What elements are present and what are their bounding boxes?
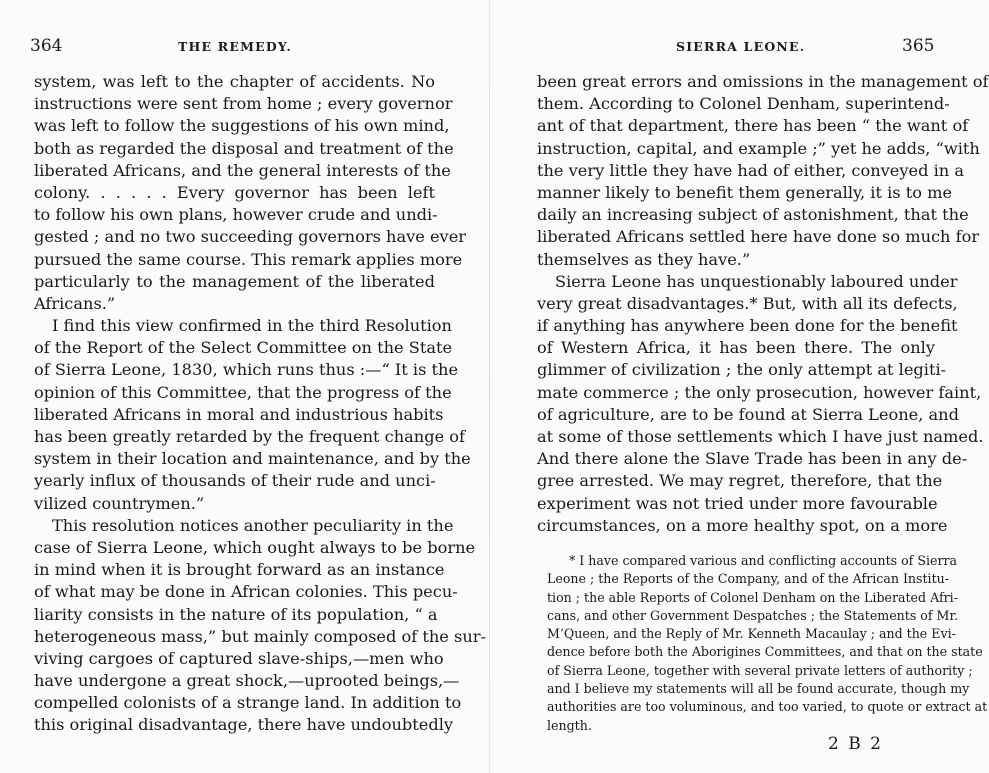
left-page-header — [0, 36, 490, 60]
footnote-line: cans, and other Government Despatches ; the Statements of Mr. — [547, 607, 959, 623]
right-running-head: SIERRA LEONE. — [676, 39, 806, 54]
text-line: daily an increasing subject of astonishment, that the — [537, 205, 969, 225]
text-line: of what may be done in African colonies. This pecu- — [34, 582, 458, 602]
text-line: of Western Africa, it has been there. The only — [537, 338, 935, 358]
text-line: themselves as they have.” — [537, 249, 751, 269]
footnote-line: M‘Queen, and the Reply of Mr. Kenneth Macaulay ; and the Evi- — [547, 626, 956, 642]
text-line: has been greatly retarded by the frequent change of — [34, 427, 466, 446]
text-line: glimmer of civilization ; the only attempt at legiti- — [537, 360, 947, 380]
left-page-body — [34, 71, 486, 737]
text-line: vilized countrymen.” — [34, 493, 205, 513]
right-page — [490, 0, 989, 773]
text-line: this original disadvantage, there have undoubtedly — [34, 715, 454, 735]
text-line: to follow his own plans, however crude and undi- — [34, 205, 438, 225]
text-line: of the Report of the Select Committee on the State — [34, 338, 453, 358]
text-line: mate commerce ; the only prosecution, however faint, — [537, 382, 982, 402]
left-running-head: THE REMEDY. — [178, 39, 292, 54]
text-line: at some of those settlements which I have just named. — [537, 427, 984, 446]
text-line: gested ; and no two succeeding governors have ever — [34, 227, 467, 247]
footnote-line: of Sierra Leone, together with several private letters of authority ; — [547, 662, 973, 678]
footnote-line: * I have compared various and conflicting accounts of Sierra — [569, 553, 958, 568]
text-line: been great errors and omissions in the management of — [537, 72, 989, 91]
text-line: very great disadvantages.* But, with all its defects, — [537, 293, 958, 313]
text-line: instruction, capital, and example ;” yet he adds, “with — [537, 138, 980, 158]
text-line: Africans.” — [34, 293, 116, 313]
text-line: if anything has anywhere been done for the benefit — [537, 316, 958, 336]
text-line: liberated Africans, and the general interests of the — [34, 160, 451, 180]
text-line: liberated Africans settled here have done so much for — [537, 227, 980, 247]
text-line: manner likely to benefit them generally, it is to me — [537, 182, 953, 202]
text-line: colony. . . . . . Every governor has been left — [34, 182, 435, 202]
text-line: was left to follow the suggestions of his own mind, — [34, 116, 450, 136]
text-line: in mind when it is brought forward as an instance — [34, 560, 445, 580]
text-line: particularly to the management of the liberated — [34, 271, 435, 291]
text-line: system in their location and maintenance, and by the — [34, 449, 471, 469]
signature-mark: 2 B 2 — [828, 734, 883, 754]
text-line: I find this view confirmed in the third Resolution — [52, 316, 452, 336]
text-line: instructions were sent from home ; every governor — [34, 94, 453, 114]
left-page — [0, 0, 490, 773]
text-line: system, was left to the chapter of accidents. No — [34, 72, 435, 91]
text-line: opinion of this Committee, that the progress of the — [34, 382, 452, 402]
text-line: compelled colonists of a strange land. In addition to — [34, 693, 462, 713]
text-line: Sierra Leone has unquestionably laboured under — [555, 271, 958, 291]
text-line: heterogeneous mass,” but mainly composed of the sur- — [34, 626, 486, 646]
right-page-header — [490, 36, 980, 60]
text-line: viving cargoes of captured slave-ships,—men who — [34, 648, 444, 668]
text-line: This resolution notices another peculiarity in the — [52, 515, 454, 535]
text-line: circumstances, on a more healthy spot, on a more — [537, 515, 948, 535]
text-line: both as regarded the disposal and treatment of the — [34, 138, 454, 158]
left-page-number: 364 — [30, 36, 63, 56]
text-line: of agriculture, are to be found at Sierra Leone, and — [537, 404, 959, 424]
text-line: pursued the same course. This remark applies more — [34, 249, 463, 269]
text-line: case of Sierra Leone, which ought always to be borne — [34, 537, 476, 557]
right-page-number: 365 — [902, 36, 935, 56]
footnote-line: authorities are too voluminous, and too varied, to quote or extract at — [547, 699, 988, 715]
footnote — [547, 552, 988, 735]
text-line: liarity consists in the nature of its population, “ a — [34, 604, 438, 624]
text-line: yearly influx of thousands of their rude and unci- — [34, 471, 436, 491]
right-page-body — [537, 71, 989, 537]
footnote-line: and I believe my statements will all be found accurate, though my — [547, 681, 970, 697]
footnote-line: tion ; the able Reports of Colonel Denham on the Liberated Afri- — [547, 589, 958, 605]
text-line: have undergone a great shock,—uprooted beings,— — [34, 671, 460, 691]
footnote-line: Leone ; the Reports of the Company, and of the African Institu- — [547, 571, 950, 587]
text-line: them. According to Colonel Denham, superintend- — [537, 94, 950, 114]
text-line: the very little they have had of either, conveyed in a — [537, 160, 964, 180]
text-line: And there alone the Slave Trade has been in any de- — [537, 449, 968, 469]
text-line: liberated Africans in moral and industrious habits — [34, 404, 444, 424]
footnote-line: length. — [547, 717, 592, 733]
text-line: gree arrested. We may regret, therefore, that the — [537, 471, 943, 491]
footnote-line: dence before both the Aborigines Committees, and that on the state — [547, 644, 983, 660]
text-line: experiment was not tried under more favourable — [537, 493, 938, 513]
text-line: of Sierra Leone, 1830, which runs thus :—“ It is the — [34, 360, 459, 380]
text-line: ant of that department, there has been “ the want of — [537, 116, 969, 136]
